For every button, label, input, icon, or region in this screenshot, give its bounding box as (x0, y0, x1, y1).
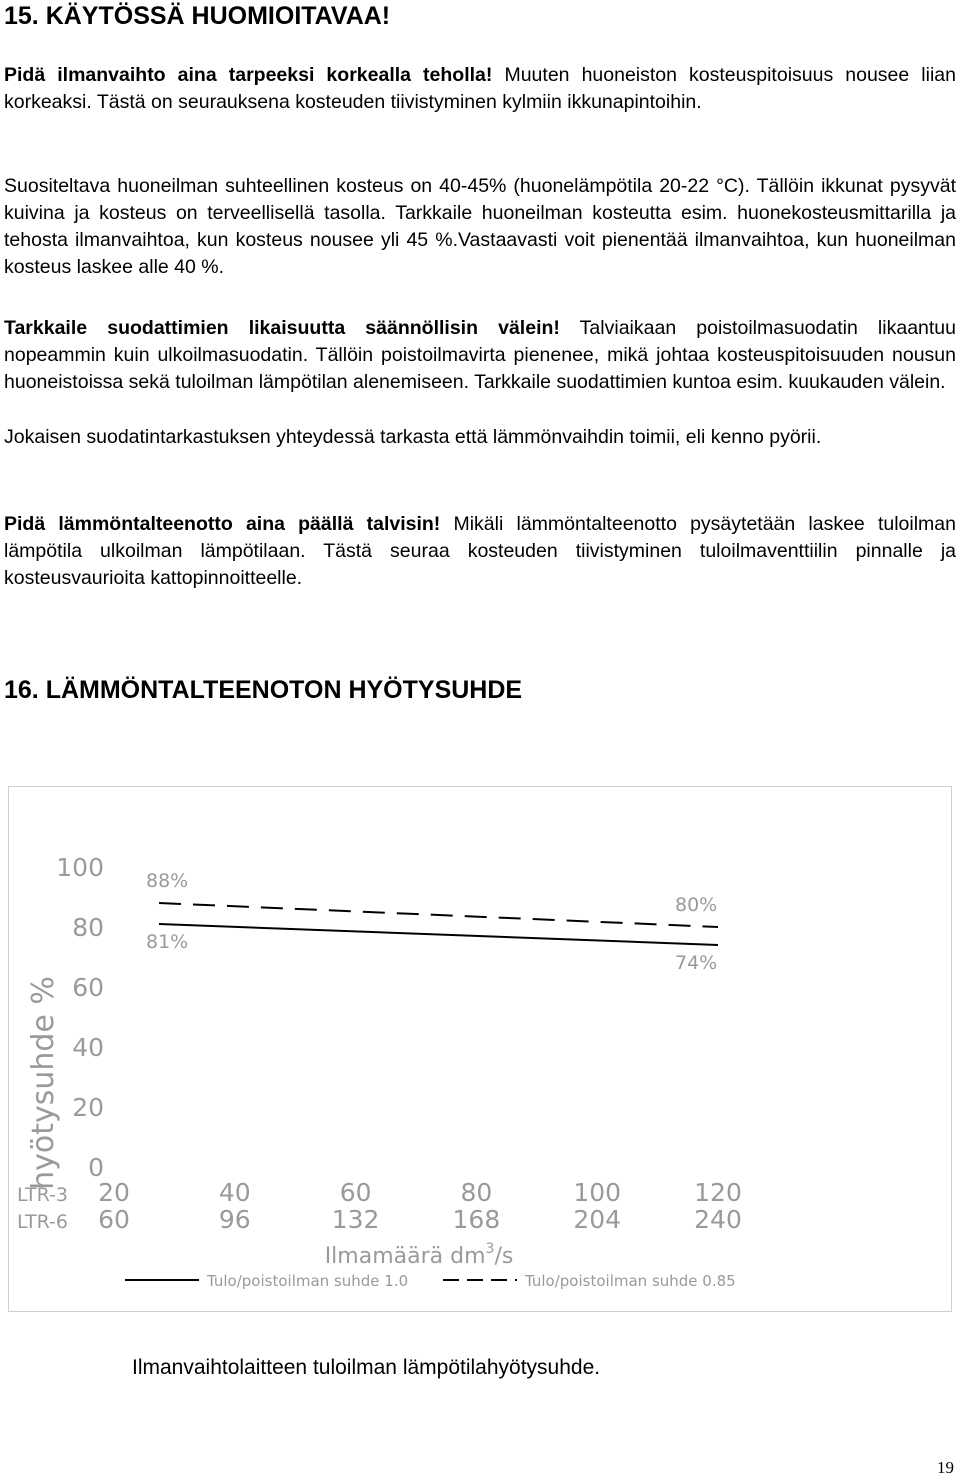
chart-caption: Ilmanvaihtolaitteen tuloilman lämpötilahyötysuhde. (132, 1356, 601, 1379)
x-tick-label: 96 (218, 1205, 251, 1234)
data-label: 81% (146, 931, 189, 953)
section-16-heading: 16. LÄMMÖNTALTEENOTON HYÖTYSUHDE (4, 676, 523, 704)
efficiency-chart-frame (8, 786, 952, 1312)
x-tick-label: 168 (452, 1205, 501, 1234)
x-tick-label: 80 (460, 1178, 493, 1207)
paragraph-humidity (4, 173, 956, 281)
filters-text: Talviaikaan poistoilmasuodatin likaantuu nopeammin kuin ulkoilmasuodatin. Tällöin poistoilmavirta pienenee, mikä johtaa kosteuspitoisuuden nousun huoneistoissa sekä tuloilman lämpötilan alenemiseen. Tarkkaile suodattimien kuntoa esim. kuukauden välein. (4, 317, 956, 393)
section-15-heading: 15. KÄYTÖSSÄ HUOMIOITAVAA! (4, 2, 391, 30)
data-label: 88% (146, 870, 189, 892)
x-axis-label (325, 1241, 514, 1269)
x-tick-label: 60 (98, 1205, 130, 1234)
heat-recovery-bold: Pidä lämmöntalteenotto aina päällä talvisin! (4, 513, 441, 535)
heat-exchanger-text: Jokaisen suodatintarkastuksen yhteydessä tarkasta että lämmönvaihdin toimii, eli kenno pyörii. (4, 426, 822, 448)
legend (125, 1272, 736, 1290)
y-axis-label: hyötysuhde % (26, 976, 61, 1190)
y-tick-labels (56, 853, 104, 1182)
y-tick-label: 60 (72, 973, 104, 1002)
series-line-10 (159, 924, 718, 945)
legend-label: Tulo/poistoilman suhde 1.0 (207, 1272, 409, 1290)
x-tick-label: 120 (694, 1178, 742, 1207)
ventilation-bold: Pidä ilmanvaihto aina tarpeeksi korkealla teholla! (4, 64, 493, 86)
series-lines (159, 903, 718, 945)
x-axis-label-sup: 3 (485, 1241, 495, 1257)
x-tick-label: 60 (339, 1178, 372, 1207)
y-tick-label: 40 (72, 1033, 104, 1062)
data-label: 74% (675, 952, 718, 974)
x-tick-label: 40 (218, 1178, 251, 1207)
y-tick-label: 20 (72, 1093, 104, 1122)
x-tick-label: 204 (573, 1205, 622, 1234)
y-tick-label: 0 (88, 1153, 104, 1182)
y-tick-label: 100 (56, 853, 104, 882)
paragraph-filters (4, 315, 956, 396)
x-axis-label-main: Ilmamäärä dm (324, 1244, 486, 1269)
page-number: 19 (937, 1458, 954, 1477)
data-labels (146, 870, 717, 974)
x-tick-label: 20 (98, 1178, 130, 1207)
humidity-text: Suositeltava huoneilman suhteellinen kosteus on 40-45% (huonelämpötila 20-22 °C). Tällöin ikkunat pysyvät kuivina ja kosteus on terveellisellä tasolla. Tarkkaile huoneilman kosteutta esim. huonekosteusmittarilla ja tehosta ilmanvaihtoa, kun kosteus nousee yli 45 %.Vastaavasti voit pienentää ilmanvaihtoa, kun huoneilman kosteus laskee alle 40 %. (4, 175, 956, 278)
ventilation-text: Muuten huoneiston kosteuspitoisuus nousee liian korkeaksi. Tästä on seurauksena kosteuden tiivistyminen kylmiin ikkunapintoihin. (4, 64, 956, 113)
legend-label: Tulo/poistoilman suhde 0.85 (525, 1272, 736, 1290)
x-row-label: LTR-3 (17, 1184, 68, 1206)
x-tick-label: 132 (331, 1205, 380, 1234)
paragraph-ventilation (4, 62, 956, 116)
y-tick-label: 80 (72, 913, 104, 942)
x-tick-labels (17, 1178, 742, 1234)
heat-recovery-text: Mikäli lämmöntalteenotto pysäytetään laskee tuloilman lämpötila ulkoilman lämpötilaan. Tästä seuraa kosteuden tiivistyminen tuloilmaventtiilin pinnalle ja kosteusvaurioita kattopinnoitteelle. (4, 513, 956, 589)
series-line-085 (159, 903, 718, 927)
paragraph-heat-recovery (4, 511, 956, 592)
efficiency-chart (9, 787, 951, 1311)
x-tick-label: 100 (573, 1178, 622, 1207)
x-tick-label: 240 (694, 1205, 742, 1234)
x-row-label: LTR-6 (17, 1211, 68, 1233)
paragraph-heat-exchanger (4, 424, 956, 451)
filters-bold: Tarkkaile suodattimien likaisuutta säännöllisin välein! (4, 317, 560, 339)
x-axis-label-tail: /s (494, 1244, 514, 1269)
data-label: 80% (675, 894, 718, 916)
